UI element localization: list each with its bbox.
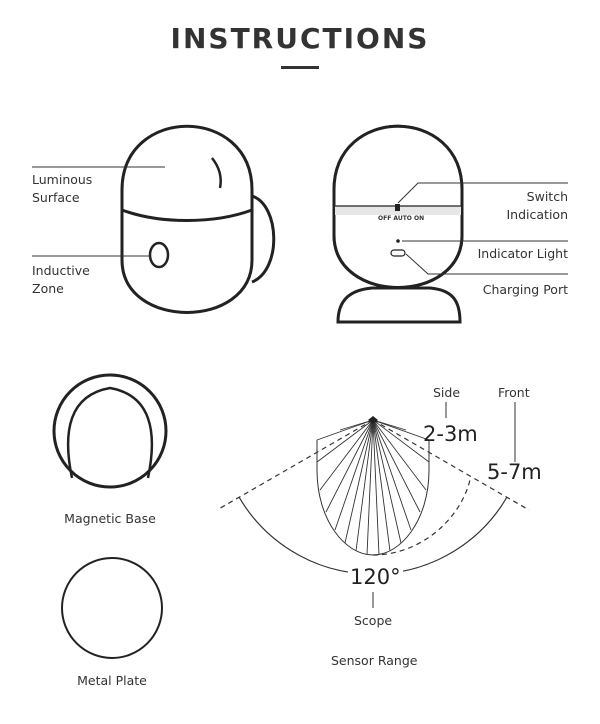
- indicator-light-dot: [396, 239, 400, 243]
- switch-indication-label-line1: Switch: [526, 189, 568, 204]
- metal-plate-label: Metal Plate: [77, 673, 147, 688]
- scope-angle-value: 120°: [350, 565, 401, 589]
- inductive-zone-label-line1: Inductive: [32, 263, 90, 278]
- front-range-arc: [239, 497, 507, 574]
- magnetic-base-inner: [68, 388, 152, 478]
- front-label: Front: [498, 385, 530, 400]
- luminous-surface-label-line1: Luminous: [32, 172, 93, 187]
- switch-positions-label: OFF AUTO ON: [378, 215, 425, 222]
- front-range-value: 5-7m: [487, 460, 542, 484]
- magnetic-base-label: Magnetic Base: [64, 511, 156, 526]
- side-label: Side: [433, 385, 461, 400]
- inductive-zone-button: [150, 243, 168, 267]
- scope-label: Scope: [354, 613, 393, 628]
- indicator-light-label: Indicator Light: [477, 246, 568, 261]
- switch-slider: [395, 204, 400, 211]
- charging-port-label: Charging Port: [482, 282, 568, 297]
- metal-plate-outline: [62, 558, 162, 658]
- front-highlight: [212, 158, 221, 188]
- page-title: INSTRUCTIONS: [170, 22, 430, 55]
- front-mount-base: [252, 196, 274, 282]
- sensor-range-caption: Sensor Range: [331, 653, 418, 668]
- side-range-arc: [373, 480, 470, 555]
- back-base-stand: [338, 288, 460, 322]
- front-seam-line: [122, 210, 252, 221]
- detection-rays: [317, 420, 429, 555]
- inductive-zone-label-line2: Zone: [32, 281, 64, 296]
- front-view-sensor: [32, 126, 274, 312]
- switch-indication-label-line2: Indication: [506, 207, 568, 222]
- magnetic-base-drawing: [54, 375, 166, 487]
- side-range-value: 2-3m: [423, 422, 478, 446]
- luminous-surface-label-line2: Surface: [32, 190, 80, 205]
